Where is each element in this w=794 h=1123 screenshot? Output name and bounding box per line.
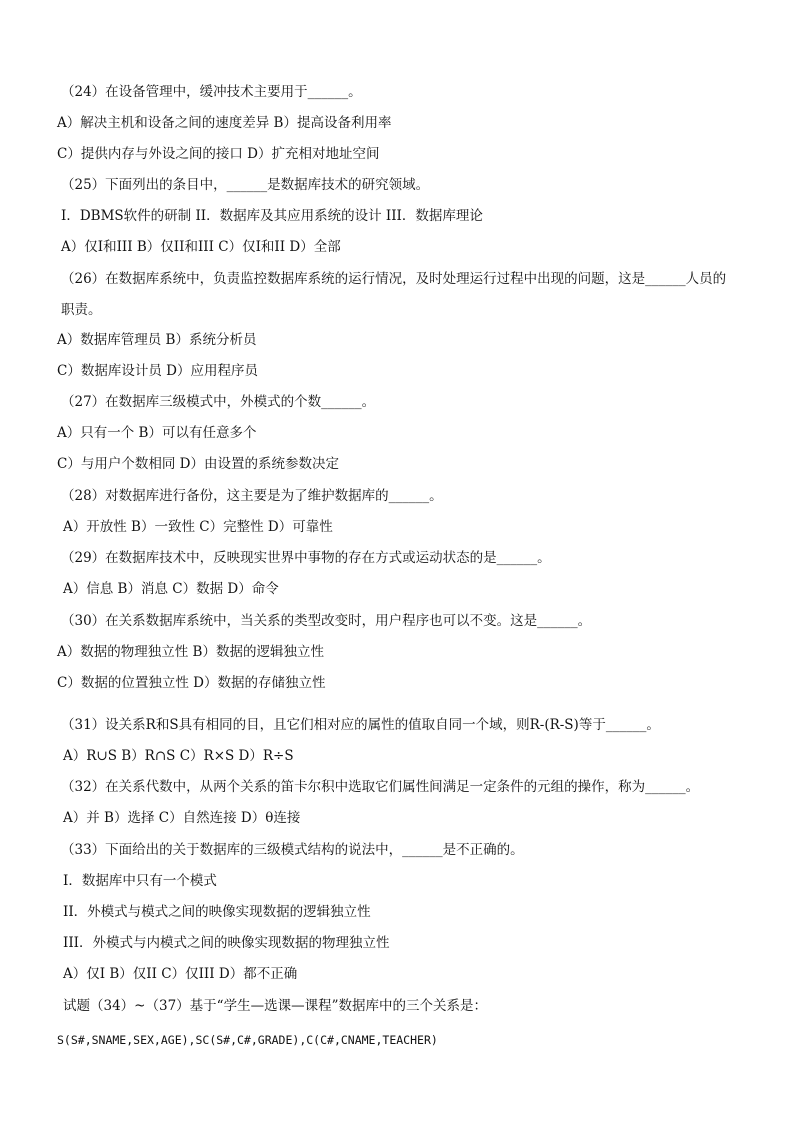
question-25-options: A）仅I和III B）仅II和III C）仅I和II D）全部: [61, 239, 341, 255]
relation-schemas: S(S#,SNAME,SEX,AGE),SC(S#,C#,GRADE),C(C#,CNAME,TEACHER): [57, 1033, 438, 1047]
question-32: （32）在关系代数中，从两个关系的笛卡尔积中选取它们属性间满足一定条件的元组的操作，称为______。: [61, 779, 700, 795]
question-28: （28）对数据库进行备份，这主要是为了维护数据库的______。: [61, 488, 443, 504]
question-33-item-3: III．外模式与内模式之间的映像实现数据的物理独立性: [63, 935, 390, 951]
question-24: （24）在设备管理中，缓冲技术主要用于______。: [61, 84, 362, 100]
question-33-item-1: I．数据库中只有一个模式: [63, 873, 217, 889]
question-32-options: A）并 B）选择 C）自然连接 D）θ连接: [63, 810, 301, 826]
question-33: （33）下面给出的关于数据库的三级模式结构的说法中，______是不正确的。: [61, 842, 524, 858]
question-29: （29）在数据库技术中，反映现实世界中事物的存在方式或运动状态的是______。: [61, 550, 551, 566]
question-26-options-cd: C）数据库设计员 D）应用程序员: [57, 363, 258, 379]
question-24-options-cd: C）提供内存与外设之间的接口 D）扩充相对地址空间: [57, 146, 380, 162]
question-28-options: A）开放性 B）一致性 C）完整性 D）可靠性: [63, 519, 333, 535]
question-30: （30）在关系数据库系统中，当关系的类型改变时，用户程序也可以不变。这是______。: [61, 613, 592, 629]
questions-34-37-intro: 试题（34）~（37）基于“学生—选课—课程”数据库中的三个关系是：: [63, 998, 487, 1014]
question-30-options-ab: A）数据的物理独立性 B）数据的逻辑独立性: [57, 644, 324, 660]
question-27: （27）在数据库三级模式中，外模式的个数______。: [61, 394, 376, 410]
question-30-options-cd: C）数据的位置独立性 D）数据的存储独立性: [57, 675, 326, 691]
question-31-options: A）R∪S B）R∩S C）R×S D）R÷S: [63, 748, 294, 764]
question-33-item-2: II．外模式与模式之间的映像实现数据的逻辑独立性: [63, 904, 371, 920]
question-27-options-cd: C）与用户个数相同 D）由设置的系统参数决定: [57, 456, 339, 472]
question-24-options-ab: A）解决主机和设备之间的速度差异 B）提高设备利用率: [57, 115, 392, 131]
question-26: （26）在数据库系统中，负责监控数据库系统的运行情况，及时处理运行过程中出现的问题，这是______人员的职责。: [61, 271, 727, 318]
question-29-options: A）信息 B）消息 C）数据 D）命令: [63, 581, 279, 597]
question-25: （25）下面列出的条目中，______是数据库技术的研究领域。: [61, 177, 430, 193]
question-31: （31）设关系R和S具有相同的目，且它们相对应的属性的值取自同一个域，则R-(R-S)等于______。: [61, 717, 660, 733]
question-27-options-ab: A）只有一个 B）可以有任意多个: [57, 425, 257, 441]
question-33-options: A）仅I B）仅II C）仅III D）都不正确: [63, 966, 298, 982]
question-26-options-ab: A）数据库管理员 B）系统分析员: [57, 332, 257, 348]
question-25-items: I．DBMS软件的研制 II．数据库及其应用系统的设计 III．数据库理论: [61, 208, 483, 224]
